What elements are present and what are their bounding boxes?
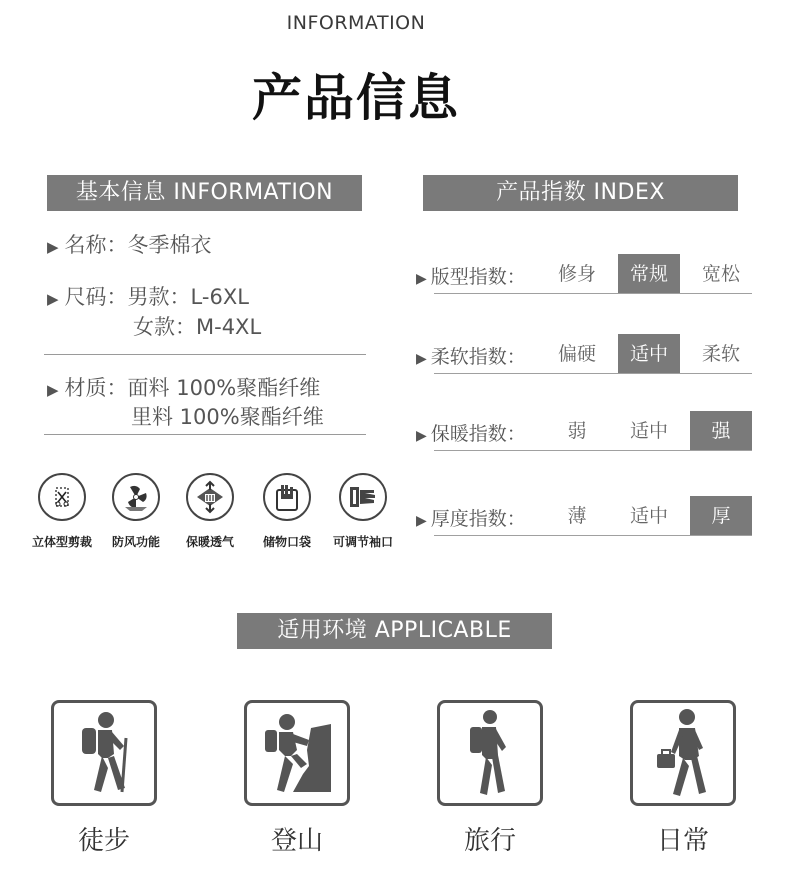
index-option: 薄 [567,505,587,527]
applicable-item [435,700,545,857]
material-text-lining: 里料 100%聚酯纤维 [131,405,324,429]
name-text: 名称：冬季棉衣 [64,233,212,257]
applicable-item [242,700,352,857]
triangle-arrow-icon: ▶ [416,428,427,444]
travel-icon [437,700,543,806]
climbing-icon [244,700,350,806]
feature-label: 保暖透气 [185,535,234,549]
index-row-thickness [416,496,752,536]
page-title: 产品信息 [252,69,460,127]
index-option-selected: 强 [690,411,752,451]
triangle-arrow-icon: ▶ [416,351,427,367]
index-row-softness [416,334,752,374]
index-row-warmth [416,411,752,451]
triangle-arrow-icon: ▶ [47,381,59,399]
section-subtitle: INFORMATION [286,12,426,34]
applicable-label: 日常 [656,826,709,856]
index-bar: 产品指数 INDEX [423,175,738,211]
triangle-arrow-icon: ▶ [416,513,427,529]
index-label-text: 厚度指数： [430,508,526,530]
applicable-label: 徒步 [77,826,130,856]
pocket-icon [263,473,311,521]
index-label [416,262,526,289]
divider [434,450,752,451]
index-option: 适中 [629,505,668,527]
divider [434,535,752,536]
triangle-arrow-icon: ▶ [47,238,59,256]
index-option: 修身 [557,263,596,285]
index-label [416,342,526,369]
index-option-selected: 常规 [618,254,680,294]
index-label-text: 柔软指数： [430,346,526,368]
index-option-selected: 适中 [618,334,680,374]
daily-icon [630,700,736,806]
feature-item [170,473,250,550]
name-row [47,229,212,259]
applicable-item [49,700,159,857]
index-row-fit [416,254,752,294]
index-label [416,419,526,446]
size-row [47,281,249,311]
divider [44,354,366,355]
size-text-women: 女款：M-4XL [133,315,262,339]
index-option: 宽松 [701,263,740,285]
applicable-label: 登山 [270,826,323,856]
material-text-outer: 材质：面料 100%聚酯纤维 [64,376,321,400]
scissors-icon [38,473,86,521]
index-label [416,504,526,531]
divider [434,293,752,294]
feature-item [323,473,403,550]
applicable-bar: 适用环境 APPLICABLE [237,613,552,649]
warm-breathable-icon [186,473,234,521]
feature-item [22,473,102,550]
divider [44,434,366,435]
index-label-text: 版型指数： [430,266,526,288]
feature-label: 可调节袖口 [332,535,393,549]
triangle-arrow-icon: ▶ [416,271,427,287]
index-option: 适中 [629,420,668,442]
basic-info-bar: 基本信息 INFORMATION [47,175,362,211]
feature-item [96,473,176,550]
size-text-men: 尺码：男款：L-6XL [64,285,249,309]
hiking-icon [51,700,157,806]
divider [434,373,752,374]
index-option: 柔软 [701,343,740,365]
applicable-item [628,700,738,857]
triangle-arrow-icon: ▶ [47,290,59,308]
index-label-text: 保暖指数： [430,423,526,445]
index-option: 偏硬 [557,343,596,365]
feature-label: 立体型剪裁 [31,535,92,549]
material-row [47,372,320,402]
windproof-icon [112,473,160,521]
adjustable-cuff-icon [339,473,387,521]
feature-label: 防风功能 [111,535,160,549]
index-option-selected: 厚 [690,496,752,536]
feature-label: 储物口袋 [262,535,311,549]
index-option: 弱 [567,420,587,442]
feature-item [247,473,327,550]
applicable-label: 旅行 [463,826,516,856]
